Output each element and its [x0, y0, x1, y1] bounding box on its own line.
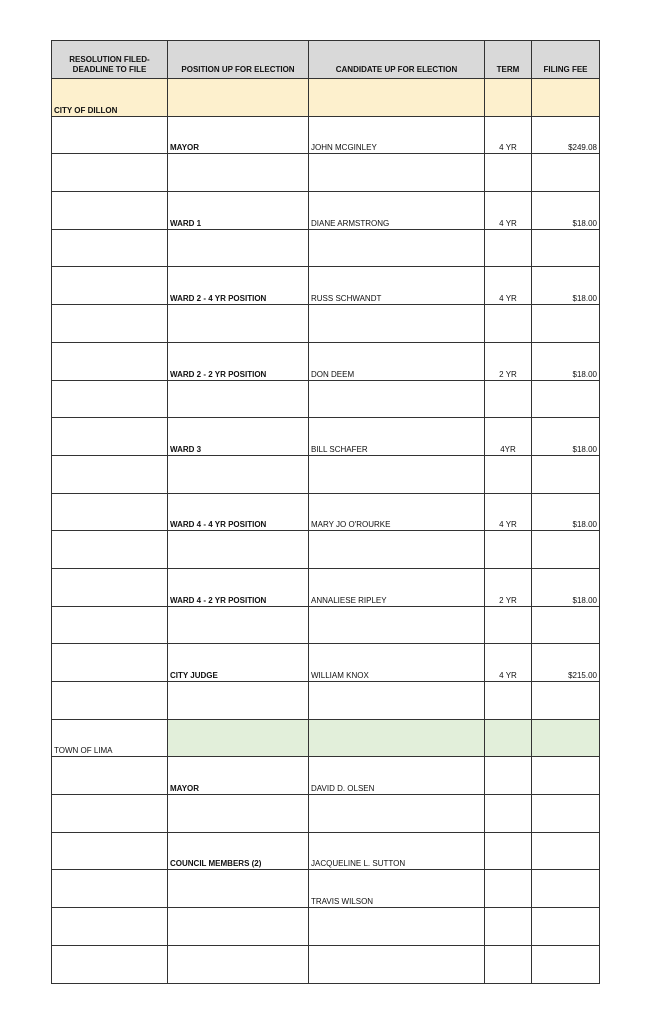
term-cell: 2 YR [485, 568, 532, 606]
section-row-lima [52, 719, 600, 757]
blank-row [52, 682, 600, 720]
term-cell: 2 YR [485, 342, 532, 380]
candidate-cell: DIANE ARMSTRONG [309, 192, 485, 230]
resolution-cell [52, 116, 168, 154]
table-row [52, 267, 600, 305]
table-row [52, 192, 600, 230]
section-row-dillon [52, 79, 600, 117]
blank-row [52, 908, 600, 946]
position-cell: MAYOR [168, 757, 309, 795]
header-filing-fee: FILING FEE [532, 41, 600, 79]
term-cell: 4 YR [485, 267, 532, 305]
position-cell: CITY JUDGE [168, 644, 309, 682]
election-filing-table [51, 40, 600, 984]
resolution-cell [52, 493, 168, 531]
blank-row [52, 380, 600, 418]
term-cell: 4 YR [485, 192, 532, 230]
candidate-cell: JACQUELINE L. SUTTON [309, 832, 485, 870]
position-cell: MAYOR [168, 116, 309, 154]
section-title-dillon: CITY OF DILLON [52, 79, 168, 117]
fee-cell [532, 832, 600, 870]
blank-row [52, 154, 600, 192]
empty-cell [168, 79, 309, 117]
candidate-cell: MARY JO O'ROURKE [309, 493, 485, 531]
candidate-cell: TRAVIS WILSON [309, 870, 485, 908]
empty-cell [485, 79, 532, 117]
fee-cell [532, 757, 600, 795]
term-cell [485, 870, 532, 908]
candidate-cell: ANNALIESE RIPLEY [309, 568, 485, 606]
position-cell: WARD 4 - 2 YR POSITION [168, 568, 309, 606]
blank-row [52, 945, 600, 983]
fee-cell: $18.00 [532, 568, 600, 606]
table-row [52, 568, 600, 606]
empty-cell [309, 79, 485, 117]
resolution-cell [52, 342, 168, 380]
term-cell [485, 832, 532, 870]
resolution-cell [52, 832, 168, 870]
fee-cell: $249.08 [532, 116, 600, 154]
empty-cell [532, 79, 600, 117]
term-cell: 4 YR [485, 116, 532, 154]
table-row [52, 418, 600, 456]
position-cell: WARD 2 - 4 YR POSITION [168, 267, 309, 305]
blank-row [52, 795, 600, 833]
table-row [52, 116, 600, 154]
candidate-cell: RUSS SCHWANDT [309, 267, 485, 305]
empty-cell [168, 719, 309, 757]
empty-cell [485, 719, 532, 757]
table-row [52, 832, 600, 870]
resolution-cell [52, 192, 168, 230]
resolution-cell [52, 644, 168, 682]
table-row [52, 493, 600, 531]
term-cell: 4 YR [485, 493, 532, 531]
resolution-cell [52, 757, 168, 795]
blank-row [52, 531, 600, 569]
resolution-cell [52, 418, 168, 456]
position-cell [168, 870, 309, 908]
empty-cell [532, 719, 600, 757]
header-candidate: CANDIDATE UP FOR ELECTION [309, 41, 485, 79]
position-cell: WARD 3 [168, 418, 309, 456]
table-row [52, 757, 600, 795]
candidate-cell: DON DEEM [309, 342, 485, 380]
fee-cell: $18.00 [532, 418, 600, 456]
header-row [52, 41, 600, 79]
resolution-cell [52, 267, 168, 305]
candidate-cell: DAVID D. OLSEN [309, 757, 485, 795]
term-cell: 4 YR [485, 644, 532, 682]
header-resolution: RESOLUTION FILED-DEADLINE TO FILE [52, 41, 168, 79]
term-cell: 4YR [485, 418, 532, 456]
blank-row [52, 305, 600, 343]
position-cell: WARD 2 - 2 YR POSITION [168, 342, 309, 380]
fee-cell: $18.00 [532, 493, 600, 531]
resolution-cell [52, 568, 168, 606]
candidate-cell: JOHN MCGINLEY [309, 116, 485, 154]
fee-cell: $18.00 [532, 267, 600, 305]
position-cell: WARD 4 - 4 YR POSITION [168, 493, 309, 531]
blank-row [52, 606, 600, 644]
fee-cell: $18.00 [532, 342, 600, 380]
table-row [52, 644, 600, 682]
candidate-cell: WILLIAM KNOX [309, 644, 485, 682]
fee-cell: $215.00 [532, 644, 600, 682]
fee-cell: $18.00 [532, 192, 600, 230]
header-position: POSITION UP FOR ELECTION [168, 41, 309, 79]
position-cell: COUNCIL MEMBERS (2) [168, 832, 309, 870]
table-row [52, 870, 600, 908]
blank-row [52, 455, 600, 493]
fee-cell [532, 870, 600, 908]
position-cell: WARD 1 [168, 192, 309, 230]
resolution-cell [52, 870, 168, 908]
blank-row [52, 229, 600, 267]
section-title-lima: TOWN OF LIMA [52, 719, 168, 757]
header-term: TERM [485, 41, 532, 79]
empty-cell [309, 719, 485, 757]
candidate-cell: BILL SCHAFER [309, 418, 485, 456]
table-row [52, 342, 600, 380]
term-cell [485, 757, 532, 795]
